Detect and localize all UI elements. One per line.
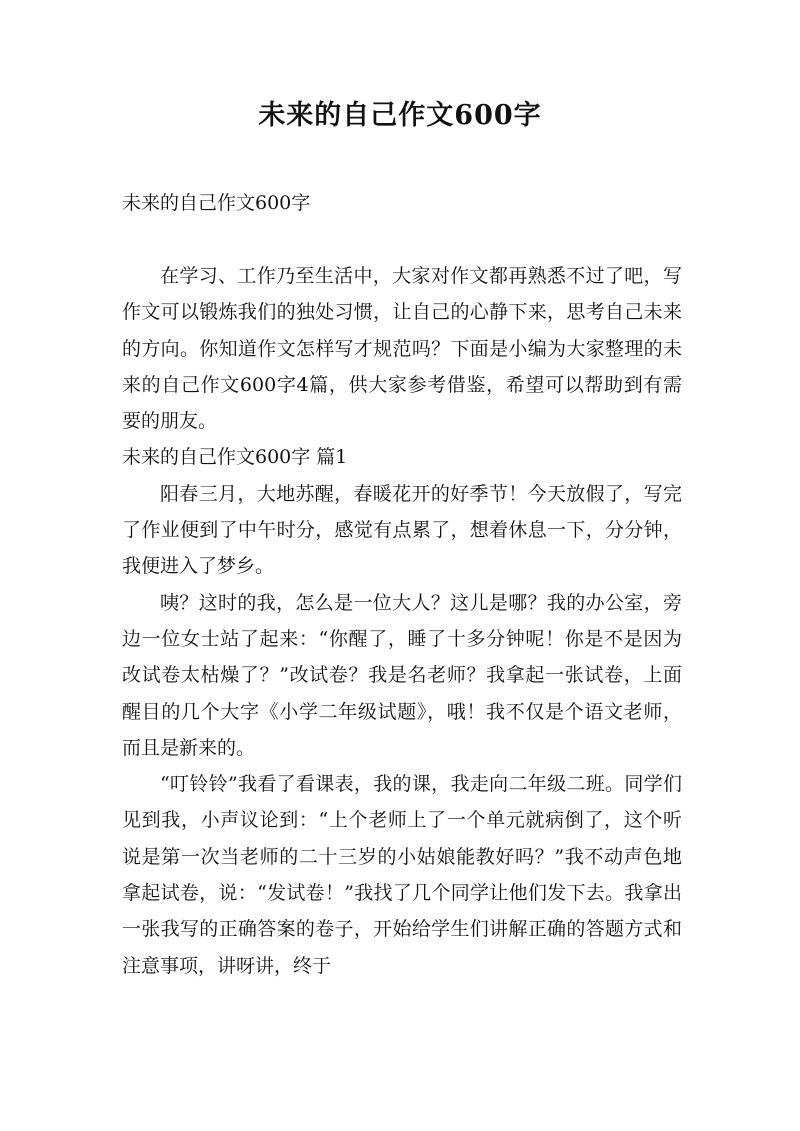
section-heading: 未来的自己作文600字 篇1: [122, 446, 348, 469]
page-title: 未来的自己作文600字: [258, 100, 542, 131]
document-subtitle: 未来的自己作文600字: [122, 192, 311, 214]
body-paragraph: 阳春三月，大地苏醒，春暖花开的好季节！今天放假了，写完了作业便到了中午时分，感觉有点累了，想着休息一下，分分钟，我便进入了梦乡。: [122, 482, 682, 578]
document-body: [122, 258, 682, 984]
body-paragraph: “叮铃铃”我看了看课表，我的课，我走向二年级二班。同学们见到我，小声议论到：“上个老师上了一个单元就病倒了，这个听说是第一次当老师的二十三岁的小姑娘能教好吗？”我不动声色地拿起试卷，说：“发试卷！”我找了几个同学让他们发下去。我拿出一张我写的正确答案的卷子，开始给学生们讲解正确的答题方式和注意事项，讲呀讲，终于: [122, 773, 682, 977]
body-paragraph: 咦？这时的我，怎么是一位大人？这儿是哪？我的办公室，旁边一位女士站了起来：“你醒了，睡了十多分钟呢！你是不是因为改试卷太枯燥了？”改试卷？我是名老师？我拿起一张试卷，上面醒目的几个大字《小学二年级试题》，哦！我不仅是个语文老师，而且是新来的。: [122, 591, 682, 759]
intro-paragraph: 在学习、工作乃至生活中，大家对作文都再熟悉不过了吧，写作文可以锻炼我们的独处习惯，让自己的心静下来，思考自己未来的方向。你知道作文怎样写才规范吗？下面是小编为大家整理的未来的自己作文600字4篇，供大家参考借鉴，希望可以帮助到有需要的朋友。: [122, 265, 682, 433]
